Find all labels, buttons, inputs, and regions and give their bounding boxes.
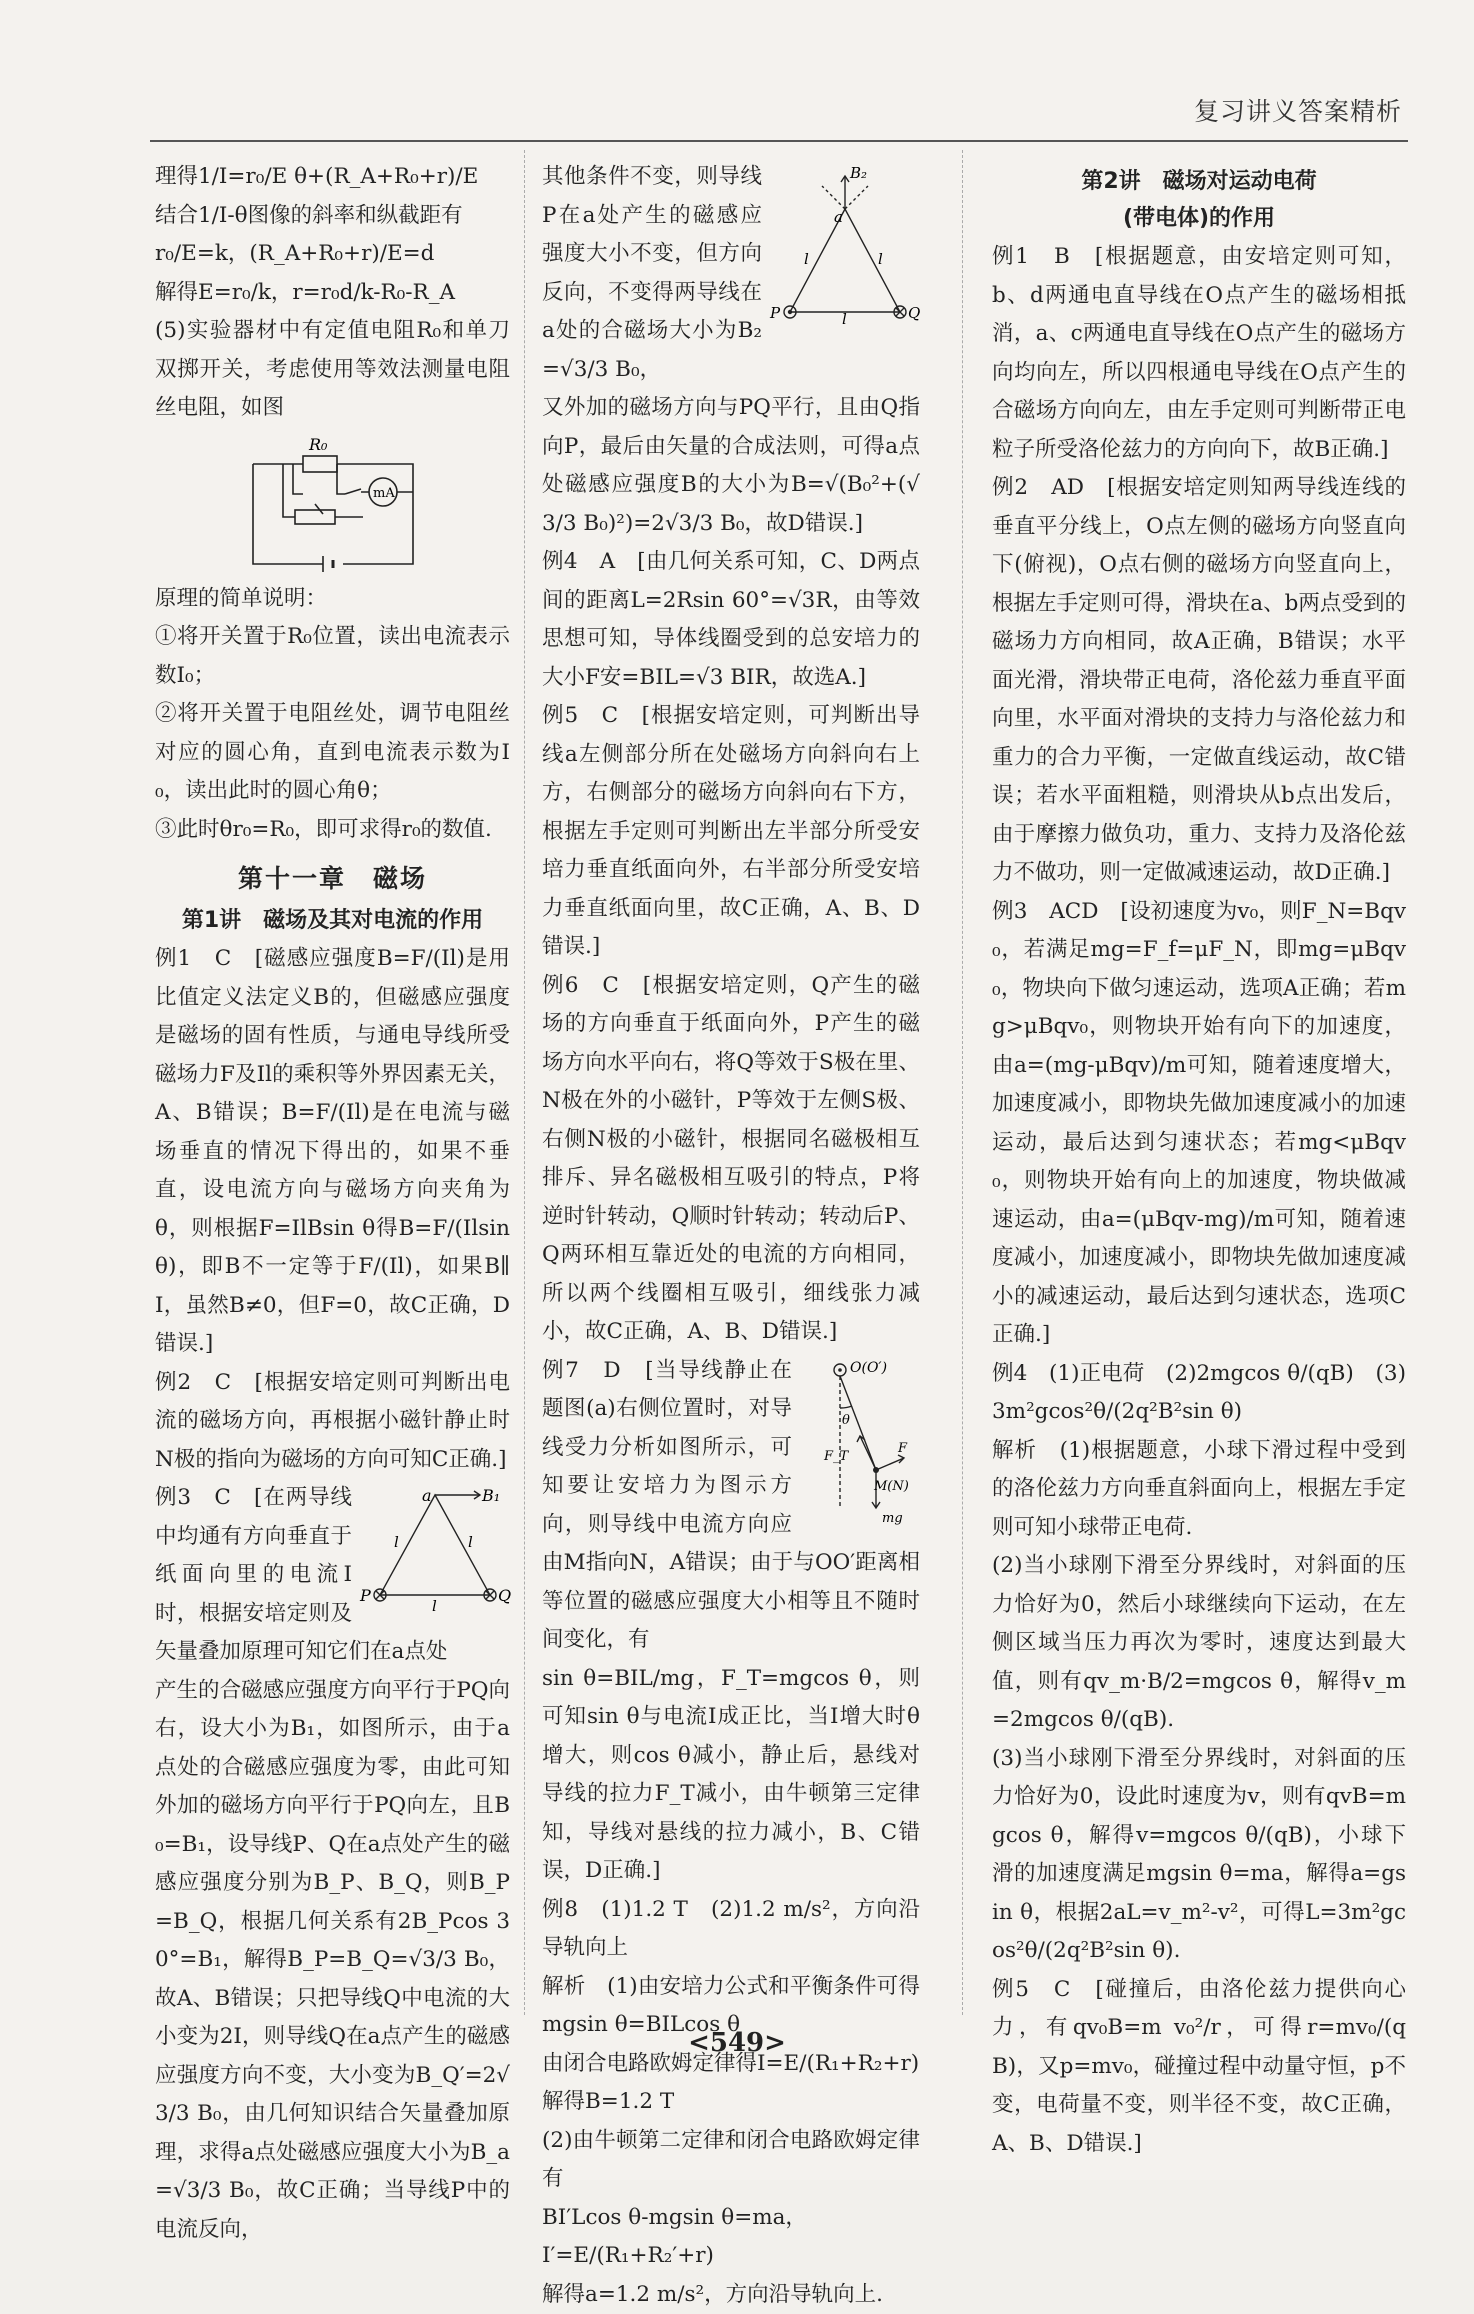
circuit-ma-label: mA (373, 486, 395, 501)
paragraph: 解得B=1.2 T (542, 2083, 920, 2122)
paragraph: ③此时θr₀=R₀，即可求得r₀的数值. (155, 811, 510, 850)
paragraph: 例5 C [碰撞后，由洛伦兹力提供向心力，有qv₀B=m v₀²/r，可得r=mv₀/(qB)，又p=mv₀，碰撞过程中动量守恒，p不变，电荷量不变，则半径不变，故C正确，A、B、D错误.] (992, 1971, 1406, 2164)
paragraph: 解析 (1)根据题意，小球下滑过程中受到的洛伦兹力方向垂直斜面向上，根据左手定则可知小球带正电荷. (992, 1432, 1406, 1548)
section-subtitle: (带电体)的作用 (992, 201, 1406, 232)
paragraph: (2)由牛顿第二定律和闭合电路欧姆定律有 (542, 2122, 920, 2199)
paragraph: 例3 ACD [设初速度为v₀，则F_N=Bqv₀，若满足mg=F_f=μF_N，即mg=μBqv₀，物块向下做匀速运动，选项A正确；若mg>μBqv₀，则物块开始有向下的加速度，由a=(mg-μBqv)/m可知，随着速度增大，加速度减小，即物块先做加速度减小的加速运动，最后达到匀速状态；若mg<μBqv₀，则物块开始有向上的加速度，物块做减速运动，由a=(μBqv-mg)/m可知，随着速度减小，加速度减小，即物块先做加速度减小的减速运动，最后达到匀速状态，选项C正确.] (992, 893, 1406, 1355)
section-title: 第1讲 磁场及其对电流的作用 (155, 903, 510, 934)
paragraph: 例2 AD [根据安培定则知两导线连线的垂直平分线上，O点左侧的磁场方向竖直向下(俯视)，O点右侧的磁场方向竖直向上，根据左手定则可得，滑块在a、b两点受到的磁场力方向相同，故A正确，B错误；水平面光滑，滑块带正电荷，洛伦兹力垂直平面向里，水平面对滑块的支持力与洛伦兹力和重力的合力平衡，一定做直线运动，故C错误；若水平面粗糙，则滑块从b点出发后，由于摩擦力做负功，重力、支持力及洛伦兹力不做功，则一定做减速运动，故D正确.] (992, 469, 1406, 893)
fig-label-a: a (834, 208, 843, 226)
chapter-title: 第十一章 磁场 (155, 859, 510, 895)
paragraph: ①将开关置于R₀位置，读出电流表示数I₀； (155, 618, 510, 695)
paragraph: I′=E/(R₁+R₂′+r) (542, 2237, 920, 2276)
triangle-diagram-b2 (770, 164, 920, 324)
fig-label-a: a (422, 1486, 432, 1505)
force-diagram-ex7 (800, 1358, 920, 1528)
paragraph: 解得E=r₀/k，r=r₀d/k-R₀-R_A (155, 274, 510, 313)
fig-label-q: Q (498, 1586, 511, 1605)
fig-label-o: O(O′) (850, 1360, 887, 1376)
paragraph: 又外加的磁场方向与PQ平行，且由Q指向P，最后由矢量的合成法则，可得a点处磁感应强度B的大小为B=√(B₀²+(√3/3 B₀)²)=2√3/3 B₀，故D错误.] (542, 389, 920, 543)
paragraph: 例4 (1)正电荷 (2)2mgcos θ/(qB) (3)3m²gcos²θ/(2q²B²sin θ) (992, 1355, 1406, 1432)
fig-label-l: l (468, 1533, 473, 1551)
fig-label-p: P (769, 304, 781, 322)
fig-label-l: l (432, 1597, 437, 1615)
paragraph: (2)当小球刚下滑至分界线时，对斜面的压力恰好为0，然后小球继续向下运动，在左侧区域当压力再次为零时，速度达到最大值，则有qv_m·B/2=mgcos θ，解得v_m=2mgcos θ/(qB). (992, 1547, 1406, 1740)
paragraph: (3)当小球刚下滑至分界线时，对斜面的压力恰好为0，设此时速度为v，则有qvB=mgcos θ，解得v=mgcos θ/(qB)，小球下滑的加速度满足mgsin θ=ma，解得a=gsin θ，根据2aL=v_m²-v²，可得L=3m²gcos²θ/(2q²B²sin θ). (992, 1740, 1406, 1971)
fig-label-b2: B₂ (849, 164, 867, 182)
column-1 (155, 158, 510, 2005)
paragraph: 解析 (1)由安培力公式和平衡条件可得mgsin θ=BILcos θ (542, 1968, 920, 2045)
running-head: 复习讲义答案精析 (1194, 92, 1402, 128)
paragraph: 理得1/I=r₀/E θ+(R_A+R₀+r)/E (155, 158, 510, 197)
fig-label-l: l (804, 250, 809, 268)
fig-label-l: l (842, 310, 847, 328)
paragraph: 例2 C [根据安培定则可判断出电流的磁场方向，再根据小磁针静止时N极的指向为磁场的方向可知C正确.] (155, 1364, 510, 1480)
triangle-diagram-ex3 (360, 1485, 510, 1615)
column-2 (542, 158, 920, 2005)
fig-label-q: Q (908, 304, 920, 322)
circuit-diagram (233, 434, 433, 574)
paragraph: 原理的简单说明： (155, 580, 510, 619)
paragraph: 其他条件不变，则导线P在a处产生的磁感应强度大小不变，但方向反向，不变得两导线在a处的合磁场大小为B₂=√3/3 B₀， (542, 158, 920, 389)
fig-label-l: l (878, 250, 883, 268)
column-divider (962, 150, 963, 2015)
paragraph: 例4 A [由几何关系可知，C、D两点间的距离L=2Rsin 60°=√3R，由等效思想可知，导体线圈受到的总安培力的大小F安=BIL=√3 BIR，故选A.] (542, 543, 920, 697)
fig-label-mg: mg (882, 1511, 903, 1526)
paragraph: 例8 (1)1.2 T (2)1.2 m/s²，方向沿导轨向上 (542, 1891, 920, 1968)
page-number: <549> (0, 2028, 1474, 2058)
paragraph: 解得a=1.2 m/s²，方向沿导轨向上. (542, 2276, 920, 2314)
fig-label-ft: F_T (823, 1449, 850, 1464)
paragraph: ②将开关置于电阻丝处，调节电阻丝对应的圆心角，直到电流表示数为I₀，读出此时的圆心角θ； (155, 695, 510, 811)
paragraph: 例6 C [根据安培定则，Q产生的磁场的方向垂直于纸面向外，P产生的磁场方向水平向右，将Q等效于S极在里、N极在外的小磁针，P等效于左侧S极、右侧N极的小磁针，根据同名磁极相互排斥、异名磁极相互吸引的特点，P将逆时针转动，Q顺时针转动；转动后P、Q两环相互靠近处的电流的方向相同，所以两个线圈相互吸引，细线张力减小，故C正确，A、B、D错误.] (542, 967, 920, 1352)
paragraph: BI′Lcos θ-mgsin θ=ma， (542, 2199, 920, 2238)
paragraph: (5)实验器材中有定值电阻R₀和单刀双掷开关，考虑使用等效法测量电阻丝电阻，如图 (155, 312, 510, 428)
fig-label-theta: θ (842, 1413, 850, 1428)
paragraph: sin θ=BIL/mg，F_T=mgcos θ，则可知sin θ与电流I成正比，当I增大时θ增大，则cos θ减小，静止后，悬线对导线的拉力F_T减小，由牛顿第三定律知，导线对悬线的拉力减小，B、C错误，D正确.] (542, 1660, 920, 1891)
paragraph: 由闭合电路欧姆定律得I=E/(R₁+R₂+r) (542, 2045, 920, 2084)
paragraph: 例1 B [根据题意，由安培定则可知，b、d两通电直导线在O点产生的磁场相抵消，a、c两通电直导线在O点产生的磁场方向均向左，所以四根通电导线在O点产生的合磁场方向向左，由左手定则可判断带正电粒子所受洛伦兹力的方向向下，故B正确.] (992, 238, 1406, 469)
fig-label-l: l (394, 1533, 399, 1551)
paragraph: 例7 D [当导线静止在题图(a)右侧位置时，对导线受力分析如图所示，可知要让安培力为图示方向，则导线中电流方向应由M指向N，A错误；由于与OO′距离相等位置的磁感应强度大小相等且不随时间变化，有 (542, 1352, 920, 1660)
column-3 (992, 158, 1406, 2005)
header-rule (150, 140, 1408, 142)
fig-label-m: M(N) (873, 1479, 909, 1494)
column-divider (524, 150, 525, 2015)
paragraph: 例3 C [在两导线中均通有方向垂直于纸面向里的电流I时，根据安培定则及矢量叠加原理可知它们在a点处 (155, 1479, 510, 1672)
paragraph: 例1 C [磁感应强度B=F/(Il)是用比值定义法定义B的，但磁感应强度是磁场的固有性质，与通电导线所受磁场力F及Il的乘积等外界因素无关，A、B错误；B=F/(Il)是在电流与磁场垂直的情况下得出的，如果不垂直，设电流方向与磁场方向夹角为θ，则根据F=IlBsin θ得B=F/(Ilsin θ)，即B不一定等于F/(Il)，如果B∥I，虽然B≠0，但F=0，故C正确，D错误.] (155, 940, 510, 1364)
paragraph: 结合1/I-θ图像的斜率和纵截距有 (155, 197, 510, 236)
fig-label-b1: B₁ (481, 1486, 500, 1505)
fig-label-p: P (359, 1586, 371, 1605)
paragraph: 例5 C [根据安培定则，可判断出导线a左侧部分所在处磁场方向斜向右上方，右侧部分的磁场方向斜向右下方，根据左手定则可判断出左半部分所受安培力垂直纸面向外，右半部分所受安培力垂直纸面向里，故C正确，A、B、D错误.] (542, 697, 920, 967)
section-title: 第2讲 磁场对运动电荷 (992, 164, 1406, 195)
circuit-r0-label: R₀ (308, 435, 328, 454)
paragraph: r₀/E=k，(R_A+R₀+r)/E=d (155, 235, 510, 274)
paragraph: 产生的合磁感应强度方向平行于PQ向右，设大小为B₁，如图所示，由于a点处的合磁感应强度为零，由此可知外加的磁场方向平行于PQ向左，且B₀=B₁，设导线P、Q在a点处产生的磁感应强度分别为B_P、B_Q，则B_P=B_Q，根据几何关系有2B_Pcos 30°=B₁，解得B_P=B_Q=√3/3 B₀，故A、B错误；只把导线Q中电流的大小变为2I，则导线Q在a点产生的磁感应强度方向不变，大小变为B_Q′=2√3/3 B₀，由几何知识结合矢量叠加原理，求得a点处磁感应强度大小为B_a=√3/3 B₀，故C正确；当导线P中的电流反向， (155, 1672, 510, 2250)
fig-label-f: F (897, 1441, 908, 1456)
